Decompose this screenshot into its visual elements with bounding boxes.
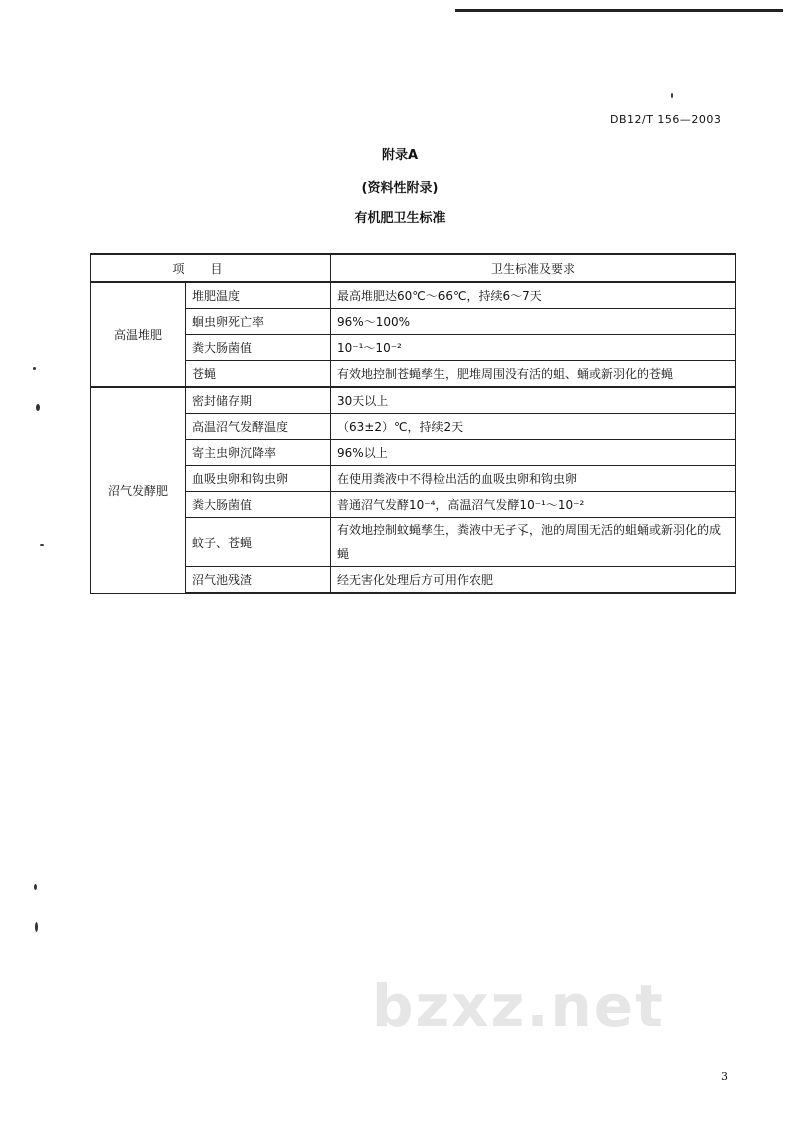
table-title: 有机肥卫生标准	[354, 211, 446, 226]
annex-title: 附录A	[381, 148, 419, 163]
group-label-compost: 高温堆肥	[91, 282, 186, 387]
top-rule	[455, 9, 783, 12]
table-row	[91, 492, 736, 518]
scan-speck	[671, 93, 673, 98]
item-cell: 沼气池残渣	[186, 567, 331, 594]
table-row	[91, 309, 736, 335]
requirement-cell: 普通沼气发酵10⁻⁴，高温沼气发酵10⁻¹～10⁻²	[331, 492, 736, 518]
table-row	[91, 387, 736, 414]
table-row	[91, 414, 736, 440]
requirement-cell: 在使用粪液中不得检出活的血吸虫卵和钩虫卵	[331, 466, 736, 492]
table-header-row	[91, 254, 736, 282]
standard-number: DB12/T 156—2003	[610, 113, 722, 126]
table-row	[91, 361, 736, 388]
scan-speck	[36, 404, 40, 411]
item-cell: 密封储存期	[186, 387, 331, 414]
requirement-cell: 30天以上	[331, 387, 736, 414]
page-number: 3	[721, 1070, 728, 1083]
scan-speck	[40, 544, 44, 546]
requirement-cell: 96%以上	[331, 440, 736, 466]
table-row	[91, 282, 736, 309]
requirement-cell: 有效地控制蚊蝇孳生，粪液中无孑孓，池的周围无活的蛆蛹或新羽化的成蝇	[331, 518, 736, 567]
item-cell: 高温沼气发酵温度	[186, 414, 331, 440]
annex-type: (资料性附录)	[361, 181, 439, 196]
item-cell: 粪大肠菌值	[186, 492, 331, 518]
requirement-cell: 有效地控制苍蝇孳生，肥堆周围没有活的蛆、蛹或新羽化的苍蝇	[331, 361, 736, 388]
requirement-cell: 最高堆肥达60℃～66℃，持续6～7天	[331, 282, 736, 309]
item-cell: 堆肥温度	[186, 282, 331, 309]
column-header-requirement: 卫生标准及要求	[331, 254, 736, 282]
watermark: bzxz.net	[372, 972, 665, 1040]
column-header-item: 项目	[91, 254, 331, 282]
group-label-biogas: 沼气发酵肥	[91, 387, 186, 593]
item-cell: 蚊子、苍蝇	[186, 518, 331, 567]
table-row	[91, 567, 736, 594]
table-row	[91, 440, 736, 466]
item-cell: 血吸虫卵和钩虫卵	[186, 466, 331, 492]
item-cell: 寄主虫卵沉降率	[186, 440, 331, 466]
requirement-cell: 经无害化处理后方可用作农肥	[331, 567, 736, 594]
table-row	[91, 466, 736, 492]
hygiene-standard-table	[90, 253, 736, 594]
item-cell: 蛔虫卵死亡率	[186, 309, 331, 335]
table-row	[91, 335, 736, 361]
item-cell: 粪大肠菌值	[186, 335, 331, 361]
requirement-cell: 10⁻¹～10⁻²	[331, 335, 736, 361]
table-row	[91, 518, 736, 567]
scan-speck	[35, 922, 38, 932]
scan-speck	[34, 884, 37, 890]
requirement-cell: 96%～100%	[331, 309, 736, 335]
scan-speck	[33, 367, 36, 370]
item-cell: 苍蝇	[186, 361, 331, 388]
requirement-cell: （63±2）℃，持续2天	[331, 414, 736, 440]
